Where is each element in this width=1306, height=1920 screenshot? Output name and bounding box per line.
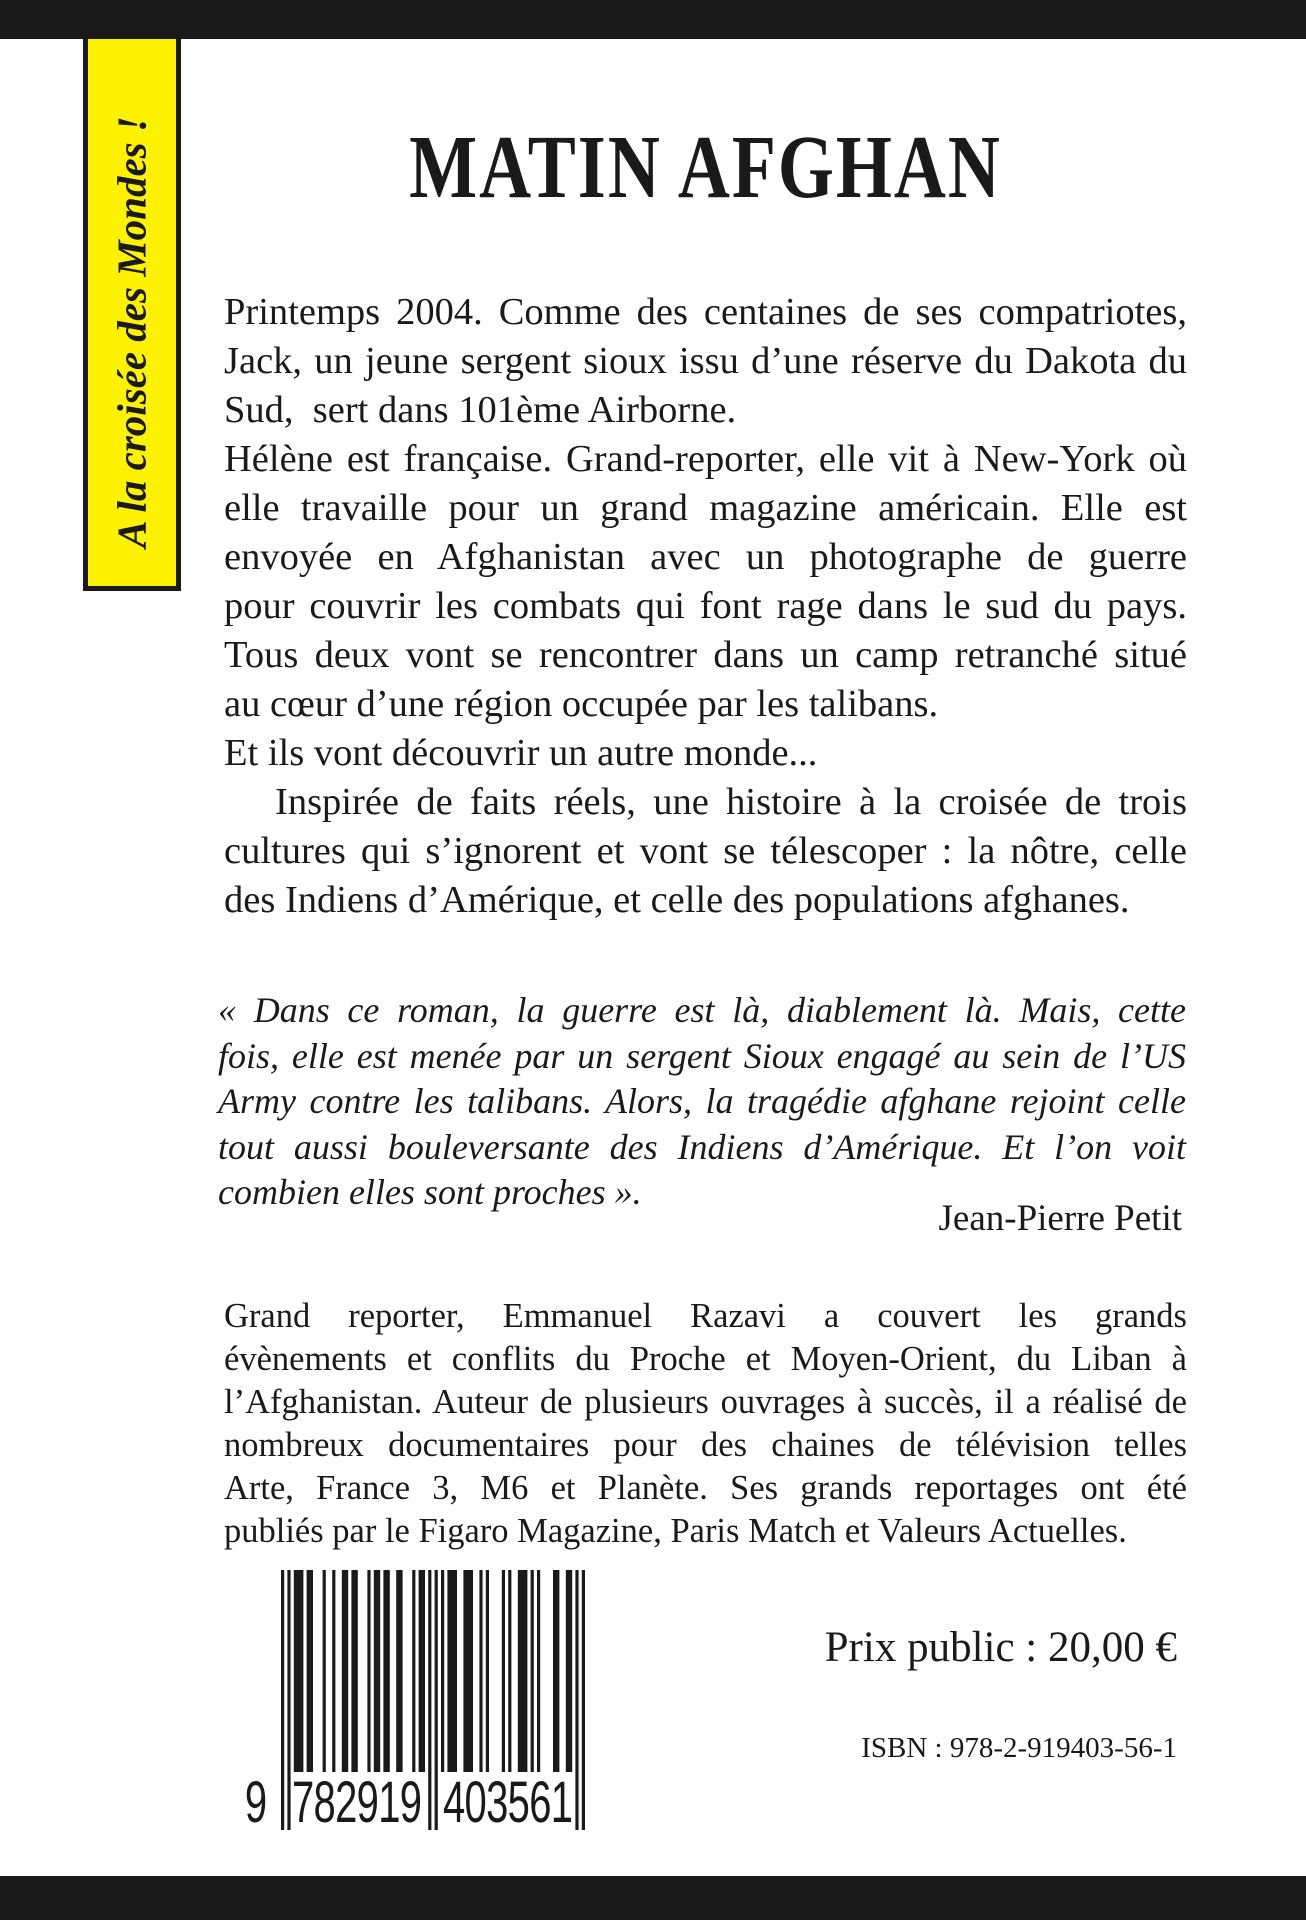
barcode-bar bbox=[537, 1570, 540, 1772]
barcode-bar bbox=[502, 1570, 505, 1772]
bottom-black-bar bbox=[0, 1876, 1306, 1920]
quote-line: tout aussi bouleversante des Indiens d’Amérique. Et l’on voit bbox=[218, 1126, 1186, 1167]
quote-author: Jean-Pierre Petit bbox=[938, 1198, 1182, 1239]
barcode-bar bbox=[374, 1570, 380, 1772]
barcode-guard-bar bbox=[435, 1570, 438, 1830]
synopsis-line: Et ils vont découvrir un autre monde... bbox=[224, 732, 818, 774]
barcode-bar bbox=[441, 1570, 444, 1772]
quote-line: combien elles sont proches ». bbox=[218, 1172, 642, 1212]
quote-line: « Dans ce roman, la guerre est là, diablement là. Mais, cette bbox=[218, 990, 1186, 1030]
barcode-bar bbox=[342, 1570, 348, 1772]
barcode-bar bbox=[383, 1570, 389, 1772]
barcode-guard-bar bbox=[287, 1570, 290, 1830]
synopsis-line: Printemps 2004. Comme des centaines de ses compatriotes, bbox=[224, 291, 1187, 333]
synopsis-line: Jack, un jeune sergent sioux issu d’une réserve du Dakota du bbox=[224, 340, 1187, 382]
barcode-guard-bar bbox=[281, 1570, 284, 1830]
synopsis bbox=[224, 288, 1187, 925]
barcode-right-digits: 403561 bbox=[443, 1769, 573, 1835]
synopsis-line: elle travaille pour un grand magazine américain. Elle est bbox=[224, 487, 1187, 529]
isbn-label: ISBN : 978-2-919403-56-1 bbox=[861, 1732, 1177, 1764]
barcode-guard-bar bbox=[582, 1570, 585, 1830]
tagline-banner bbox=[83, 39, 181, 591]
barcode-guard-bar bbox=[428, 1570, 431, 1830]
synopsis-line: cultures qui s’ignorent et vont se télescoper : la nôtre, celle bbox=[224, 830, 1187, 872]
bio-line: publiés par le Figaro Magazine, Paris Match et Valeurs Actuelles. bbox=[224, 1512, 1127, 1550]
barcode-bar bbox=[531, 1570, 534, 1772]
author-bio bbox=[224, 1295, 1187, 1553]
bio-line: l’Afghanistan. Auteur de plusieurs ouvrages à succès, il a réalisé de bbox=[224, 1383, 1187, 1421]
barcode-bar bbox=[351, 1570, 357, 1772]
barcode-bar bbox=[508, 1570, 511, 1772]
bio-line: évènements et conflits du Proche et Moyen-Orient, du Liban à bbox=[224, 1340, 1187, 1378]
tagline-text: A la croisée des Mondes ! bbox=[108, 116, 155, 548]
barcode-bar bbox=[566, 1570, 572, 1772]
barcode-bar bbox=[463, 1570, 473, 1772]
synopsis-line: Sud, sert dans 101ème Airborne. bbox=[224, 389, 737, 431]
review-quote bbox=[218, 988, 1186, 1216]
quote-line: fois, elle est menée par un sergent Sioux engagé au sein de l’US bbox=[218, 1035, 1186, 1076]
barcode-bar bbox=[553, 1570, 559, 1772]
barcode-bar bbox=[294, 1570, 304, 1772]
synopsis-line: Inspirée de faits réels, une histoire à la croisée de trois bbox=[275, 781, 1187, 823]
barcode-guard-bar bbox=[575, 1570, 578, 1830]
synopsis-line: Hélène est française. Grand-reporter, elle vit à New-York où bbox=[224, 438, 1187, 480]
barcode-first-digit: 9 bbox=[244, 1769, 268, 1835]
barcode bbox=[240, 1560, 600, 1840]
synopsis-line: Tous deux vont se rencontrer dans un camp retranché situé bbox=[224, 634, 1187, 676]
barcode-bar bbox=[486, 1570, 489, 1772]
synopsis-line: des Indiens d’Amérique, et celle des populations afghanes. bbox=[224, 879, 1130, 921]
barcode-bar bbox=[412, 1570, 415, 1772]
barcode-bar bbox=[518, 1570, 528, 1772]
barcode-left-digits: 782919 bbox=[292, 1769, 422, 1835]
barcode-bar bbox=[307, 1570, 313, 1772]
synopsis-line: pour couvrir les combats qui font rage dans le sud du pays. bbox=[224, 585, 1187, 627]
synopsis-line: envoyée en Afghanistan avec un photographe de guerre bbox=[224, 536, 1187, 578]
bio-line: nombreux documentaires pour des chaines de télévision telles bbox=[224, 1426, 1187, 1464]
barcode-bar bbox=[367, 1570, 370, 1772]
quote-line: Army contre les talibans. Alors, la tragédie afghane rejoint celle bbox=[218, 1081, 1186, 1121]
barcode-bar bbox=[323, 1570, 326, 1772]
barcode-bar bbox=[419, 1570, 425, 1772]
top-black-bar bbox=[0, 0, 1306, 39]
price-label: Prix public : 20,00 € bbox=[824, 1624, 1177, 1671]
synopsis-line: au cœur d’une région occupée par les talibans. bbox=[224, 683, 939, 725]
barcode-bar bbox=[396, 1570, 402, 1772]
bio-line: Arte, France 3, M6 et Planète. Ses grands reportages ont été bbox=[224, 1469, 1187, 1507]
barcode-bar bbox=[332, 1570, 335, 1772]
bio-line: Grand reporter, Emmanuel Razavi a couvert les grands bbox=[224, 1297, 1187, 1335]
barcode-bar bbox=[479, 1570, 482, 1772]
barcode-bar bbox=[447, 1570, 457, 1772]
book-title: MATIN AFGHAN bbox=[409, 117, 1002, 217]
